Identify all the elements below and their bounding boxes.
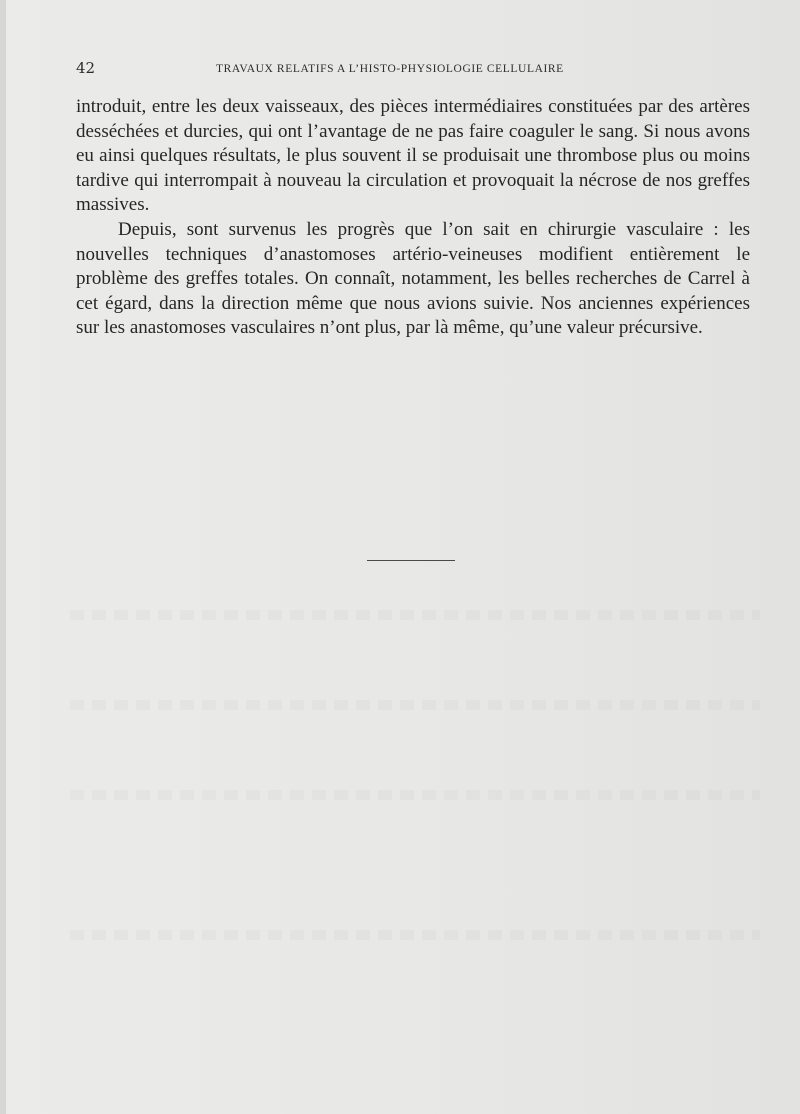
section-end-rule [367,560,455,561]
show-through-texture [70,790,760,800]
page-binding-edge [0,0,6,1114]
page-number: 42 [76,59,96,77]
show-through-texture [70,930,760,940]
paragraph-vascular-surgery: Depuis, sont survenus les progrès que l’on sait en chirurgie vasculaire : les nouvelles techniques d’anastomoses artério-veineuses modifient entièrement le problème des greffes totales. On connaît, notamment, les belles recherches de Carrel à cet égard, dans la direction même que nous avions suivie. Nos anciennes expériences sur les anastomoses vasculaires n’ont plus, par là même, qu’une valeur précursive. [76,218,750,339]
running-head [76,58,750,78]
running-title: TRAVAUX RELATIFS A L’HISTO-PHYSIOLOGIE CELLULAIRE [216,63,564,75]
paragraph-continuation: introduit, entre les deux vaisseaux, des pièces intermédiaires constituées par des artères desséchées et durcies, qui ont l’avantage de ne pas faire coaguler le sang. Si nous avons eu ainsi quelques résultats, le plus souvent il se produisait une thrombose plus ou moins tardive qui interrompait à nouveau la circulation et provoquait la nécrose de nos greffes massives. [76,96,750,216]
body-text [76,95,750,341]
show-through-texture [70,700,760,710]
show-through-texture [70,610,760,620]
